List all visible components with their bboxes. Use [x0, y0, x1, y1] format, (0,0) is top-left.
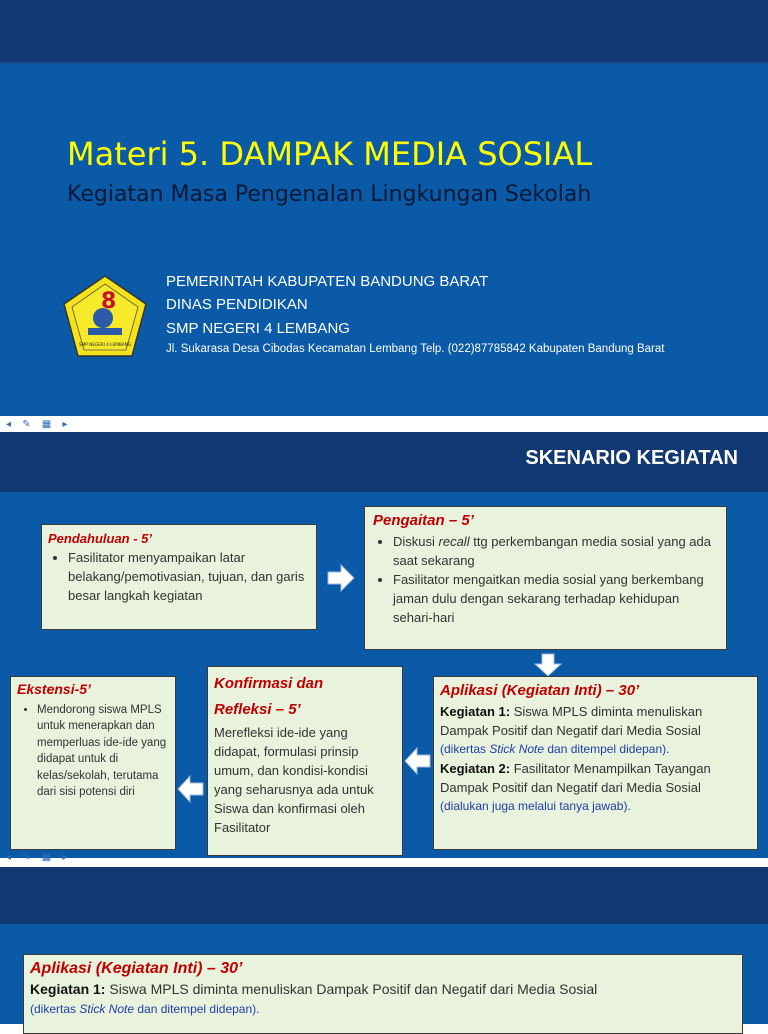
pengaitan-box — [364, 506, 727, 650]
school-logo — [62, 274, 148, 358]
title-slide — [0, 0, 768, 430]
konfirmasi-title-line2: Refleksi – 5’ — [214, 701, 301, 718]
scenario-heading: SKENARIO KEGIATAN — [525, 447, 738, 469]
ekstensi-title: Ekstensi-5’ — [17, 681, 91, 697]
aplikasi-detail-box — [23, 954, 743, 1034]
ekstensi-box — [10, 676, 176, 850]
aplikasi-title: Aplikasi (Kegiatan Inti) – 30’ — [440, 682, 640, 699]
kegiatan-2-text: Kegiatan 2: Fasilitator Menampilkan Tayangan Dampak Positif dan Negatif dari Media Sosial — [440, 761, 711, 795]
slide-subtitle: Kegiatan Masa Pengenalan Lingkungan Sekolah — [67, 182, 592, 207]
pendahuluan-box — [41, 524, 317, 630]
slide-header-bar — [0, 867, 768, 924]
pendahuluan-title: Pendahuluan - 5’ — [48, 531, 153, 546]
scenario-slide — [0, 432, 768, 863]
slide-title: Materi 5. DAMPAK MEDIA SOSIAL — [67, 135, 593, 173]
org-line-department: DINAS PENDIDIKAN — [166, 296, 308, 313]
org-line-government: PEMERINTAH KABUPATEN BANDUNG BARAT — [166, 273, 489, 290]
slide-header-bar — [0, 432, 768, 492]
pengaitan-item: • Fasilitator mengaitkan media sosial yang berkembang jaman dulu dengan sekarang terhadap kehidupan sehari-hari — [393, 570, 718, 627]
kegiatan-2-note: (dialukan juga melalui tanya jawab). — [440, 799, 631, 813]
arrow-left-icon — [177, 775, 205, 803]
arrow-left-icon — [404, 747, 432, 775]
konfirmasi-box — [207, 666, 403, 856]
slide-nav-icons[interactable]: ◂ ✎ ▦ ▸ — [6, 852, 72, 863]
konfirmasi-text: Merefleksi ide-ide yang didapat, formulasi prinsip umum, dan kondisi-kondisi yang seharusnya ada untuk Siswa dan konfirmasi oleh Fasilitator — [214, 725, 374, 835]
ekstensi-item: • Mendorong siswa MPLS untuk menerapkan dan memperluas ide-ide yang didapat untuk di kelas/sekolah, terutama dari sisi potensi diri — [37, 702, 169, 801]
org-line-school: SMP NEGERI 4 LEMBANG — [166, 320, 350, 337]
logo-text: SMP NEGERI 4 LEMBANG — [79, 342, 131, 347]
arrow-right-icon — [326, 563, 356, 593]
kegiatan-1-note: (dikertas Stick Note dan ditempel didepan). — [440, 742, 670, 756]
kegiatan-1-note: (dikertas Stick Note dan ditempel didepan). — [30, 1002, 260, 1016]
aplikasi-slide — [0, 867, 768, 1024]
pendahuluan-item: • Fasilitator menyampaikan latar belakang/pemotivasian, tujuan, dan garis besar langkah kegiatan — [68, 548, 310, 605]
slide-nav-icons[interactable]: ◂ ✎ ▦ ▸ — [6, 419, 72, 430]
kegiatan-1-text: Kegiatan 1: Siswa MPLS diminta menuliskan Dampak Positif dan Negatif dari Media Sosial — [440, 704, 703, 738]
aplikasi-box — [433, 676, 758, 850]
pengaitan-item: • Diskusi recall ttg perkembangan media sosial yang ada saat sekarang — [393, 532, 718, 570]
slide-top-bar — [0, 0, 768, 64]
svg-text:8: 8 — [101, 289, 117, 314]
konfirmasi-title-line1: Konfirmasi dan — [214, 675, 324, 692]
arrow-down-icon — [533, 653, 563, 677]
pengaitan-title: Pengaitan – 5’ — [373, 512, 474, 529]
kegiatan-1-text: Kegiatan 1: Siswa MPLS diminta menuliskan Dampak Positif dan Negatif dari Media Sosial — [30, 981, 598, 997]
aplikasi-detail-title: Aplikasi (Kegiatan Inti) – 30’ — [30, 960, 243, 977]
school-address: Jl. Sukarasa Desa Cibodas Kecamatan Lembang Telp. (022)87785842 Kabupaten Bandung Barat — [166, 343, 665, 355]
